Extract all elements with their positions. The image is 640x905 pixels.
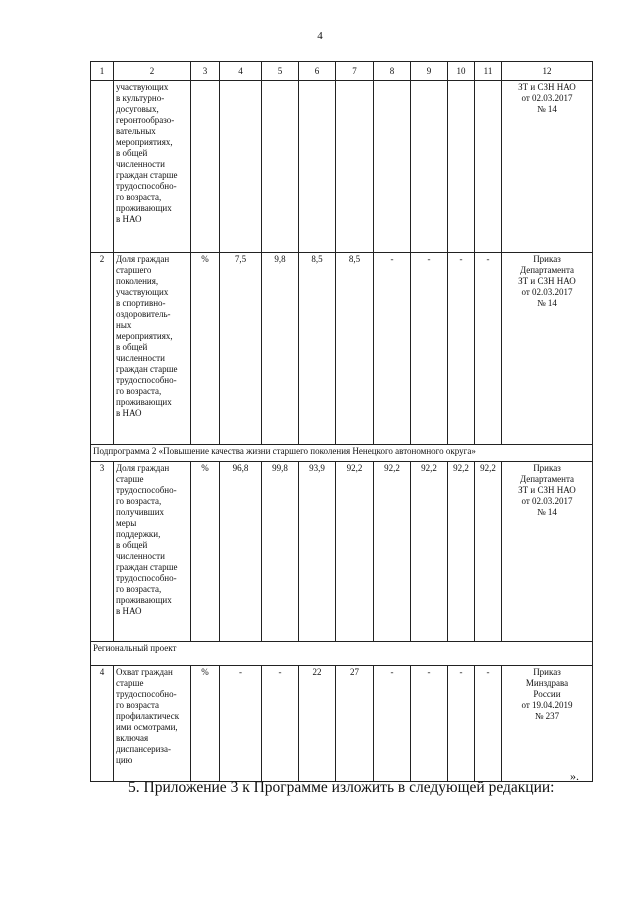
header-cell: 5 <box>262 62 299 81</box>
value-cell: 92,2 <box>411 462 448 642</box>
document-line: России <box>533 688 561 699</box>
document-line: от 02.03.2017 <box>521 495 573 506</box>
indicator-name-line: трудоспособно- <box>116 572 177 583</box>
value-cell: 8,5 <box>336 253 374 445</box>
indicator-name-line: численности <box>116 352 165 363</box>
indicator-name-line: трудоспособно- <box>116 180 177 191</box>
header-cell: 2 <box>114 62 191 81</box>
value-cell: 9,8 <box>262 253 299 445</box>
indicator-name-line: диспансериза- <box>116 743 171 754</box>
indicator-name-line: трудоспособно- <box>116 484 177 495</box>
value-cell <box>448 81 475 253</box>
header-cell: 12 <box>502 62 593 81</box>
value-cell: 92,2 <box>448 462 475 642</box>
value-cell: - <box>475 666 502 782</box>
document-line: № 14 <box>537 103 557 114</box>
source-document <box>502 253 593 445</box>
regional-project-row <box>91 642 593 666</box>
indicator-name-line: в общей <box>116 341 148 352</box>
document-line: № 14 <box>537 506 557 517</box>
value-cell: 27 <box>336 666 374 782</box>
indicator-name-line: геронтообразо- <box>116 114 175 125</box>
indicator-name-line: Доля граждан <box>116 254 170 264</box>
regional-project-title: Региональный проект <box>91 642 593 666</box>
indicator-name-line: численности <box>116 550 165 561</box>
value-cell: 8,5 <box>299 253 336 445</box>
document-line: Департамента <box>519 473 575 484</box>
header-cell: 4 <box>220 62 262 81</box>
unit-cell: % <box>191 666 220 782</box>
indicator-name-line: граждан старше <box>116 561 178 572</box>
indicator-name-line: в культурно- <box>116 92 165 103</box>
value-cell: 92,2 <box>475 462 502 642</box>
document-line: ЗТ и СЗН НАО <box>518 484 576 495</box>
header-cell: 10 <box>448 62 475 81</box>
indicator-name-line: включая <box>116 732 149 743</box>
header-cell: 7 <box>336 62 374 81</box>
value-cell <box>299 81 336 253</box>
subprogram-title: Подпрограмма 2 «Повышение качества жизни старшего поколения Ненецкого автономного округа» <box>91 445 593 462</box>
row-number: 3 <box>91 462 114 642</box>
indicator-name-line: го возраста, <box>116 385 162 396</box>
indicator-name-line: Доля граждан <box>116 463 170 473</box>
indicator-name-line: вательных <box>116 125 156 136</box>
closing-quote-mark: ». <box>570 769 579 783</box>
indicator-name-line: проживающих <box>116 396 172 407</box>
indicator-name <box>114 666 191 782</box>
indicator-name-line: го возраста, <box>116 191 162 202</box>
indicator-name-line: ных <box>116 319 132 330</box>
table-row <box>91 81 593 253</box>
indicator-name-line: в НАО <box>116 407 142 418</box>
value-cell: 99,8 <box>262 462 299 642</box>
indicator-name-line: поддержки, <box>116 528 161 539</box>
indicator-name <box>114 462 191 642</box>
indicator-name-line: цию <box>116 754 133 765</box>
header-cell: 3 <box>191 62 220 81</box>
document-line: ЗТ и СЗН НАО <box>518 82 576 92</box>
value-cell <box>374 81 411 253</box>
indicator-name-line: в общей <box>116 539 148 550</box>
subprogram-row <box>91 445 593 462</box>
indicator-name-line: участвующих <box>116 82 169 92</box>
indicator-name-line: граждан старше <box>116 169 178 180</box>
indicator-name-line: в НАО <box>116 605 142 616</box>
document-line: Приказ <box>533 667 561 677</box>
document-line: от 19.04.2019 <box>521 699 573 710</box>
indicator-name <box>114 81 191 253</box>
value-cell <box>336 81 374 253</box>
indicator-name-line: профилактическ <box>116 710 180 721</box>
document-line: Приказ <box>533 463 561 473</box>
document-line: Департамента <box>519 264 575 275</box>
document-line: Минздрава <box>525 677 569 688</box>
document-line: ЗТ и СЗН НАО <box>518 275 576 286</box>
value-cell: 92,2 <box>336 462 374 642</box>
unit-cell <box>191 81 220 253</box>
header-cell: 6 <box>299 62 336 81</box>
value-cell <box>475 81 502 253</box>
indicator-name-line: оздоровитель- <box>116 308 171 319</box>
value-cell: - <box>220 666 262 782</box>
indicator-name-line: Охват граждан <box>116 667 173 677</box>
indicator-name-line: старше <box>116 473 144 484</box>
page-number: 4 <box>317 30 323 42</box>
value-cell <box>220 81 262 253</box>
indicator-name-line: старшего <box>116 264 152 275</box>
indicator-name-line: старше <box>116 677 144 688</box>
indicator-name-line: численности <box>116 158 165 169</box>
indicator-name-line: мероприятиях, <box>116 330 173 341</box>
instruction-text: 5. Приложение 3 к Программе изложить в следующей редакции: <box>128 779 555 796</box>
indicator-name-line: проживающих <box>116 594 172 605</box>
indicator-name-line: трудоспособно- <box>116 374 177 385</box>
value-cell: - <box>374 253 411 445</box>
table-row <box>91 666 593 782</box>
value-cell: - <box>411 253 448 445</box>
indicator-name-line: досуговых, <box>116 103 159 114</box>
header-cell: 8 <box>374 62 411 81</box>
indicator-name-line: проживающих <box>116 202 172 213</box>
unit-cell: % <box>191 253 220 445</box>
value-cell: - <box>411 666 448 782</box>
header-cell: 11 <box>475 62 502 81</box>
document-line: № 237 <box>534 710 560 721</box>
document-line: от 02.03.2017 <box>521 92 573 103</box>
row-number: 2 <box>91 253 114 445</box>
value-cell: 93,9 <box>299 462 336 642</box>
value-cell: - <box>262 666 299 782</box>
header-cell: 1 <box>91 62 114 81</box>
value-cell <box>411 81 448 253</box>
value-cell <box>262 81 299 253</box>
document-line: № 14 <box>537 297 557 308</box>
source-document <box>502 462 593 642</box>
value-cell: 22 <box>299 666 336 782</box>
header-cell: 9 <box>411 62 448 81</box>
indicator-name-line: мероприятиях, <box>116 136 173 147</box>
indicator-name-line: в спортивно- <box>116 297 166 308</box>
value-cell: - <box>374 666 411 782</box>
unit-cell: % <box>191 462 220 642</box>
value-cell: - <box>475 253 502 445</box>
indicator-name-line: ими осмотрами, <box>116 721 178 732</box>
indicator-name-line: в общей <box>116 147 148 158</box>
row-number: 4 <box>91 666 114 782</box>
value-cell: - <box>448 666 475 782</box>
indicator-name <box>114 253 191 445</box>
header-row <box>91 62 593 81</box>
document-line: от 02.03.2017 <box>521 286 573 297</box>
indicator-name-line: го возраста, <box>116 495 162 506</box>
indicator-name-line: трудоспособно- <box>116 688 177 699</box>
indicator-name-line: поколения, <box>116 275 159 286</box>
indicator-name-line: го возраста, <box>116 583 162 594</box>
indicator-name-line: го возраста <box>116 699 159 710</box>
indicator-name-line: граждан старше <box>116 363 178 374</box>
value-cell: - <box>448 253 475 445</box>
indicator-name-line: участвующих <box>116 286 169 297</box>
value-cell: 96,8 <box>220 462 262 642</box>
document-line: Приказ <box>533 254 561 264</box>
indicator-name-line: получивших <box>116 506 165 517</box>
source-document <box>502 81 593 253</box>
row-number <box>91 81 114 253</box>
table-row <box>91 462 593 642</box>
source-document <box>502 666 593 782</box>
indicator-name-line: меры <box>116 517 137 528</box>
indicator-table <box>90 61 593 782</box>
value-cell: 92,2 <box>374 462 411 642</box>
indicator-name-line: в НАО <box>116 213 142 224</box>
value-cell: 7,5 <box>220 253 262 445</box>
table-row <box>91 253 593 445</box>
